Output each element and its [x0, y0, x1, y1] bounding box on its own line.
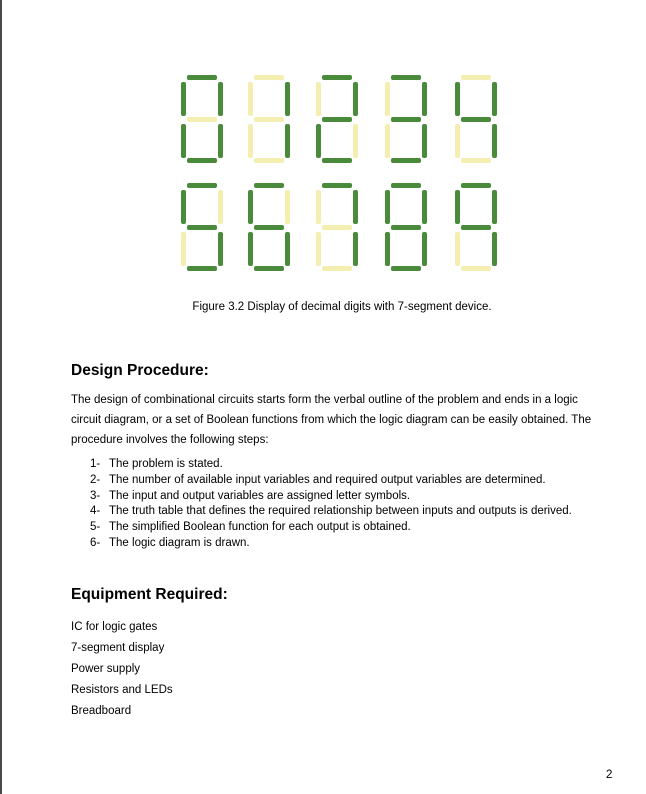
- segment-f-on: [181, 190, 186, 224]
- procedure-step: 1- The problem is stated.: [90, 458, 223, 470]
- segment-a-on: [391, 75, 421, 80]
- segment-b-on: [492, 190, 497, 224]
- segment-d-on: [391, 266, 421, 271]
- segment-c-on: [218, 232, 223, 266]
- procedure-step: 6- The logic diagram is drawn.: [90, 536, 250, 549]
- segment-d-on: [187, 266, 217, 271]
- procedure-step: 5- The simplified Boolean function for each output is obtained.: [90, 521, 411, 534]
- segment-f-on: [181, 82, 186, 116]
- segment-c-on: [285, 124, 290, 158]
- equipment-list: [71, 617, 173, 722]
- segment-a-on: [254, 183, 284, 188]
- segment-e-off: [455, 232, 460, 266]
- procedure-step: 4- The truth table that defines the required relationship between inputs and outputs is derived.: [90, 505, 572, 518]
- segment-a-on: [322, 75, 352, 80]
- page-number: 2: [606, 769, 613, 781]
- segment-e-on: [248, 232, 253, 266]
- equipment-item: 7-segment display: [71, 642, 165, 654]
- equipment-item: Resistors and LEDs: [71, 684, 173, 696]
- segment-f-off: [248, 82, 253, 116]
- segment-g-on: [322, 117, 352, 122]
- figure-caption: Figure 3.2 Display of decimal digits with 7-segment device.: [192, 301, 492, 313]
- segment-f-off: [316, 190, 321, 224]
- segment-a-off: [254, 75, 284, 80]
- seven-segment-figure: [178, 72, 508, 276]
- segment-e-on: [316, 124, 321, 158]
- segment-a-on: [322, 183, 352, 188]
- segment-b-on: [218, 82, 223, 116]
- segment-g-on: [461, 117, 491, 122]
- procedure-step: 2- The number of available input variables and required output variables are determined.: [90, 473, 546, 486]
- seven-segment-digit-2: [313, 72, 361, 168]
- segment-f-on: [385, 190, 390, 224]
- segment-f-on: [455, 190, 460, 224]
- design-procedure-intro: The design of combinational circuits starts form the verbal outline of the problem and ends in a logic circuit diagram, or a set of Boolean functions from which the logic diagram can be easily obtained. The procedure involves the following steps:: [71, 394, 592, 446]
- segment-c-on: [218, 124, 223, 158]
- segment-g-on: [187, 225, 217, 230]
- segment-e-off: [181, 232, 186, 266]
- design-procedure-heading: Design Procedure:: [71, 362, 209, 379]
- segment-a-off: [461, 75, 491, 80]
- equipment-item: Power supply: [71, 663, 141, 675]
- segment-f-off: [385, 82, 390, 116]
- segment-c-on: [285, 232, 290, 266]
- equipment-item: IC for logic gates: [71, 621, 158, 633]
- segment-e-off: [385, 124, 390, 158]
- segment-f-off: [316, 82, 321, 116]
- segment-e-off: [316, 232, 321, 266]
- seven-segment-digit-1: [245, 72, 293, 168]
- segment-g-on: [461, 225, 491, 230]
- segment-d-on: [187, 158, 217, 163]
- segment-e-on: [181, 124, 186, 158]
- segment-a-on: [461, 183, 491, 188]
- segment-d-off: [461, 158, 491, 163]
- segment-g-on: [254, 225, 284, 230]
- seven-segment-digit-6: [245, 180, 293, 276]
- segment-c-on: [353, 232, 358, 266]
- seven-segment-digit-5: [178, 180, 226, 276]
- segment-f-on: [248, 190, 253, 224]
- segment-b-on: [353, 82, 358, 116]
- equipment-item: Breadboard: [71, 705, 132, 717]
- segment-b-on: [492, 82, 497, 116]
- segment-f-on: [455, 82, 460, 116]
- segment-d-off: [254, 158, 284, 163]
- segment-g-off: [254, 117, 284, 122]
- segment-c-on: [422, 232, 427, 266]
- segment-e-off: [248, 124, 253, 158]
- segment-e-off: [455, 124, 460, 158]
- seven-segment-digit-9: [452, 180, 500, 276]
- procedure-step: 3- The input and output variables are assigned letter symbols.: [90, 489, 411, 502]
- segment-g-off: [187, 117, 217, 122]
- seven-segment-digit-3: [382, 72, 430, 168]
- segment-a-on: [391, 183, 421, 188]
- segment-c-off: [353, 124, 358, 158]
- segment-a-on: [187, 75, 217, 80]
- segment-d-on: [391, 158, 421, 163]
- segment-c-on: [492, 232, 497, 266]
- segment-d-off: [322, 266, 352, 271]
- segment-g-on: [391, 225, 421, 230]
- segment-d-off: [461, 266, 491, 271]
- segment-b-on: [422, 82, 427, 116]
- segment-e-on: [385, 232, 390, 266]
- segment-c-on: [422, 124, 427, 158]
- procedure-steps-list: [90, 457, 572, 552]
- seven-segment-digit-4: [452, 72, 500, 168]
- segment-a-on: [187, 183, 217, 188]
- segment-d-on: [322, 158, 352, 163]
- segment-b-on: [353, 190, 358, 224]
- seven-segment-digit-8: [382, 180, 430, 276]
- segment-b-off: [285, 190, 290, 224]
- segment-g-on: [391, 117, 421, 122]
- seven-segment-digit-7: [313, 180, 361, 276]
- segment-b-off: [218, 190, 223, 224]
- segment-d-on: [254, 266, 284, 271]
- segment-c-on: [492, 124, 497, 158]
- equipment-heading: Equipment Required:: [71, 586, 228, 603]
- segment-b-on: [285, 82, 290, 116]
- segment-b-on: [422, 190, 427, 224]
- seven-segment-digit-0: [178, 72, 226, 168]
- segment-g-off: [322, 225, 352, 230]
